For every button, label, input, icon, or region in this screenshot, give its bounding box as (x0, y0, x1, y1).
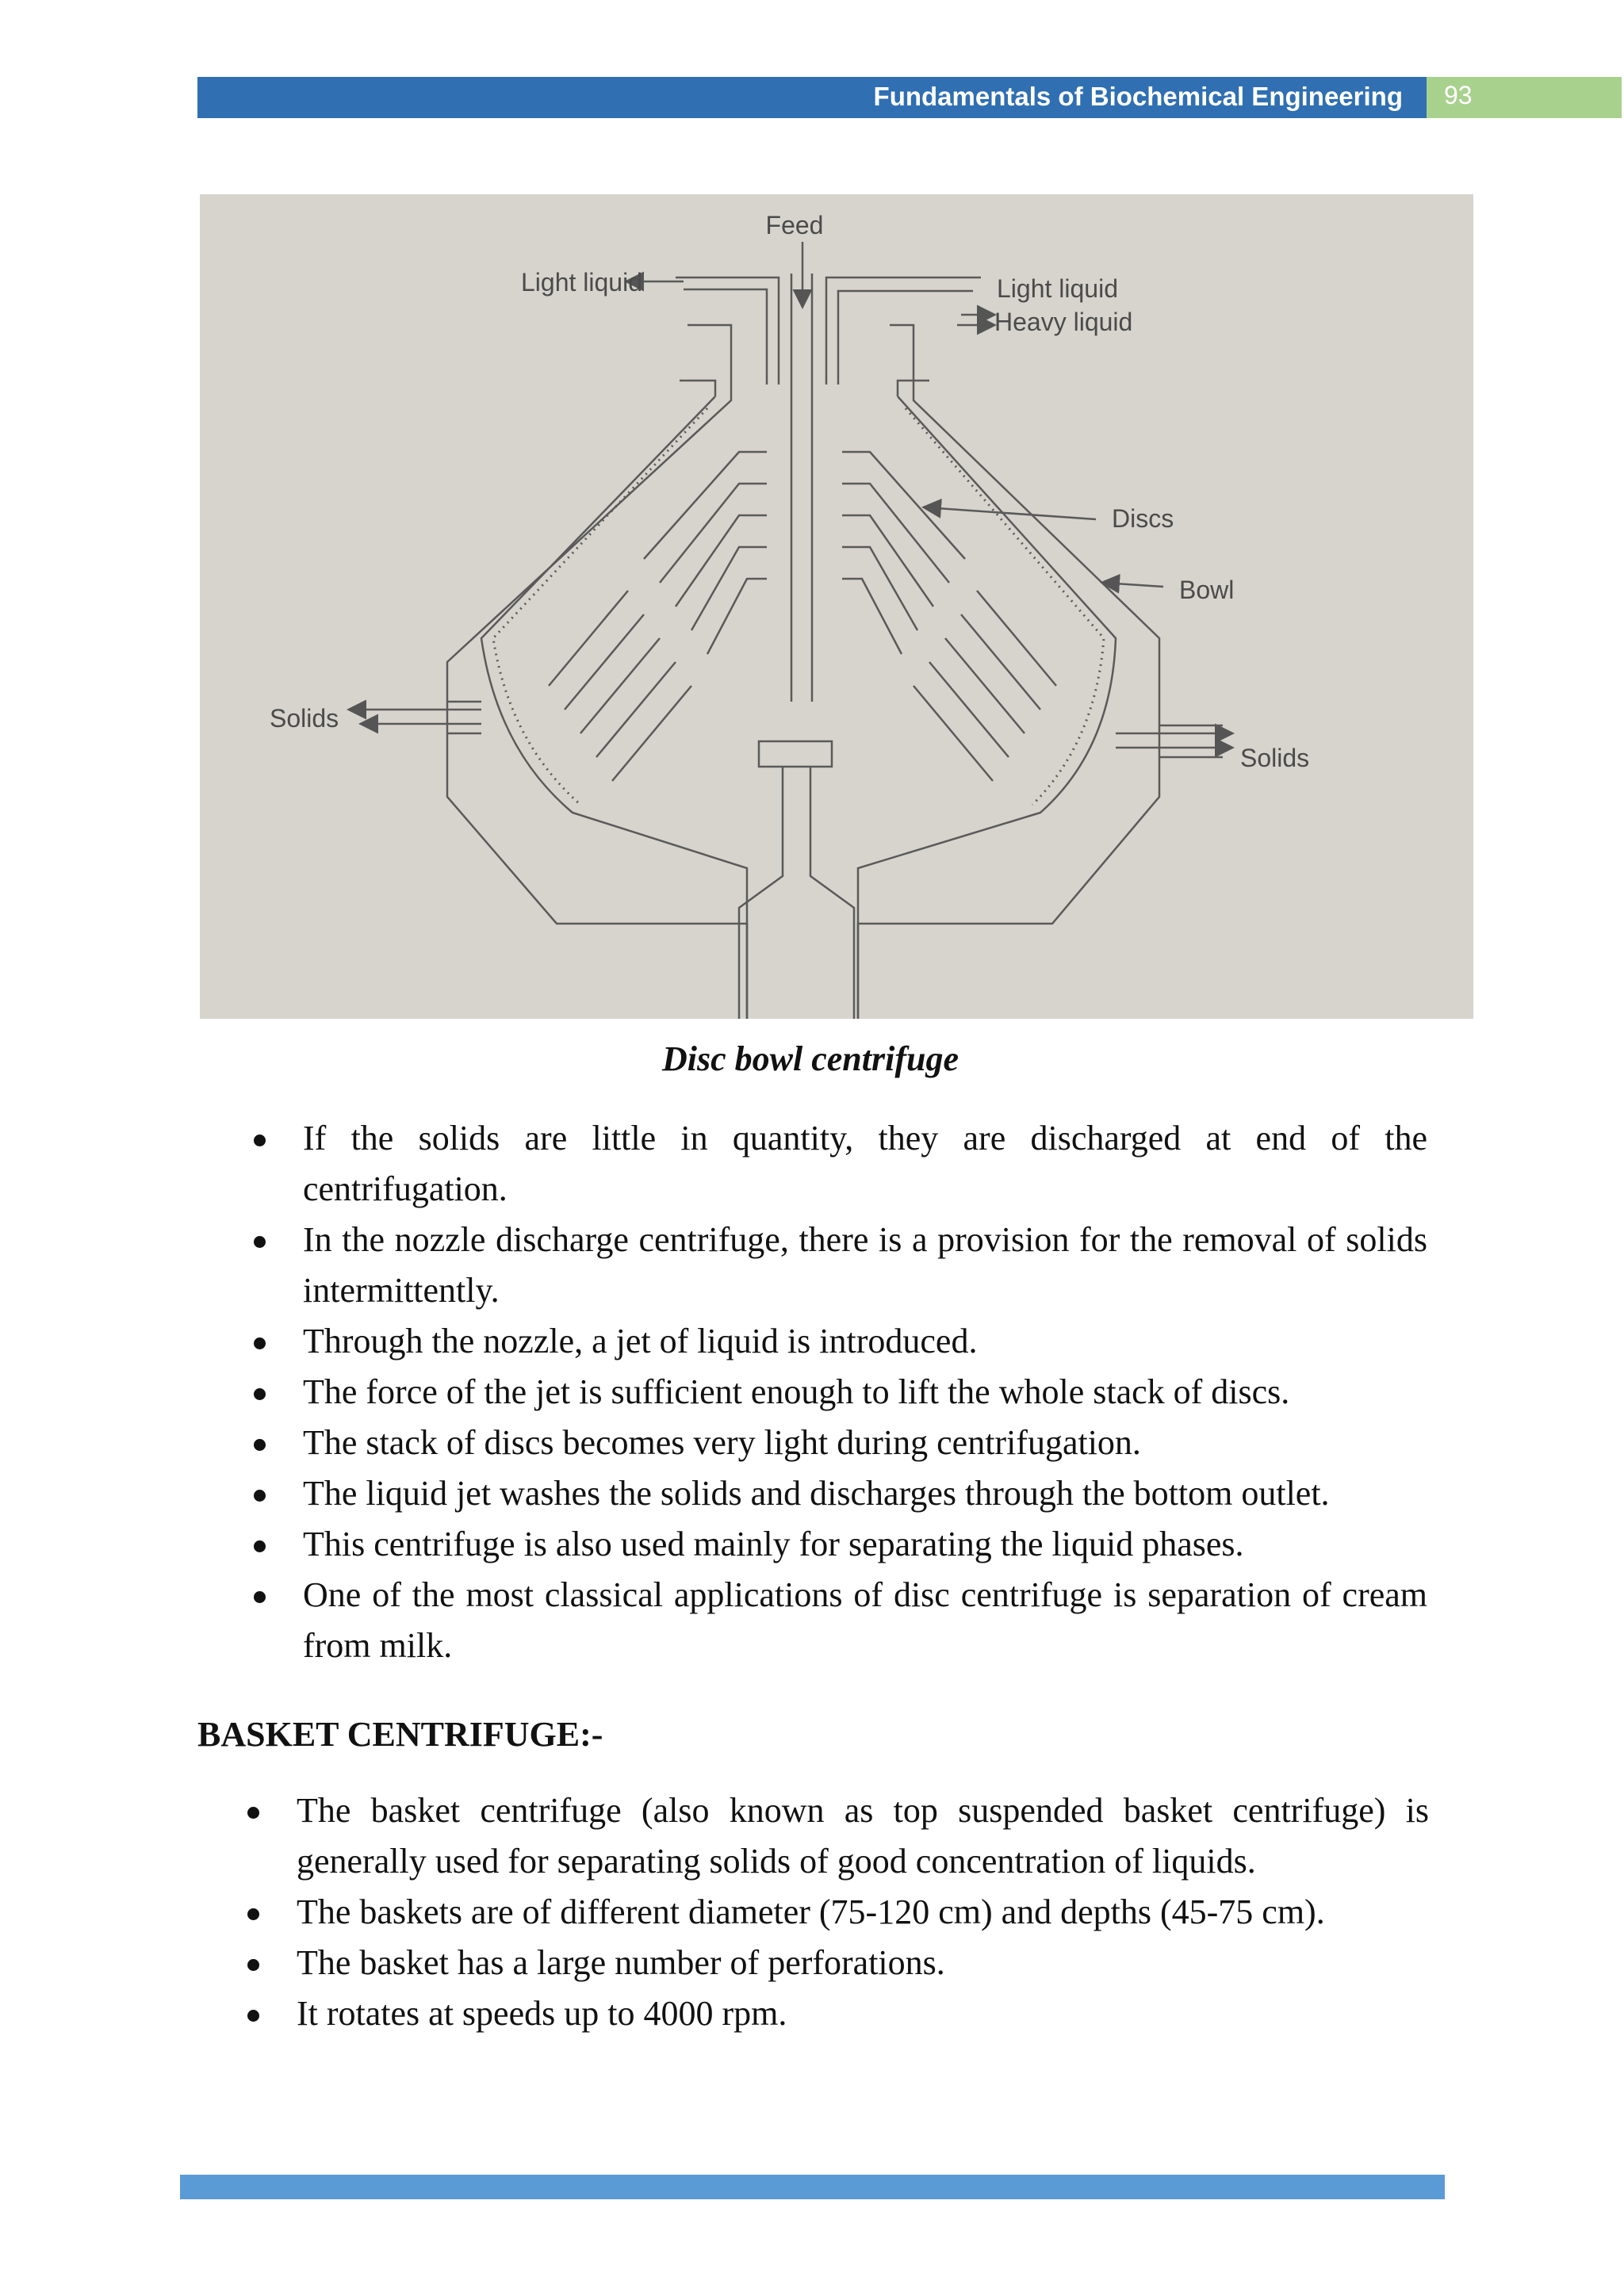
centrifuge-drawing (350, 242, 1231, 1019)
bowl-label: Bowl (1179, 576, 1235, 604)
disc-bowl-centrifuge-figure (200, 194, 1473, 1019)
list-item: This centrifuge is also used mainly for separating the liquid phases. (246, 1519, 1427, 1570)
list-item: The baskets are of different diameter (75-120 cm) and depths (45-75 cm). (239, 1887, 1429, 1938)
light-liquid-right-label: Light liquid (997, 274, 1118, 303)
list-item: If the solids are little in quantity, they are discharged at end of the centrifugation. (246, 1113, 1427, 1215)
centrifuge-diagram (200, 194, 1473, 1019)
header-bar (197, 77, 1427, 118)
feed-label: Feed (765, 211, 824, 239)
basket-centrifuge-bullet-list (239, 1785, 1429, 2039)
section-heading: BASKET CENTRIFUGE:- (197, 1715, 603, 1754)
page-number: 93 (1444, 81, 1473, 109)
list-item: The force of the jet is sufficient enough to lift the whole stack of discs. (246, 1367, 1427, 1418)
solids-right-label: Solids (1240, 744, 1310, 772)
running-header-title: Fundamentals of Biochemical Engineering (873, 82, 1403, 111)
disc-centrifuge-bullet-list (246, 1113, 1427, 1671)
list-item: Through the nozzle, a jet of liquid is introduced. (246, 1316, 1427, 1367)
list-item: The stack of discs becomes very light during centrifugation. (246, 1418, 1427, 1468)
page-number-box (1427, 77, 1622, 118)
list-item: The basket centrifuge (also known as top suspended basket centrifuge) is generally used for separating solids of good concentration of liquids. (239, 1785, 1429, 1887)
heavy-liquid-label: Heavy liquid (994, 308, 1133, 336)
figure-caption: Disc bowl centrifuge (662, 1039, 959, 1078)
solids-left-label: Solids (270, 704, 339, 733)
list-item: It rotates at speeds up to 4000 rpm. (239, 1988, 1429, 2039)
list-item: One of the most classical applications of disc centrifuge is separation of cream from milk. (246, 1570, 1427, 1671)
list-item: The basket has a large number of perforations. (239, 1938, 1429, 1988)
list-item: The liquid jet washes the solids and discharges through the bottom outlet. (246, 1468, 1427, 1519)
light-liquid-left-label: Light liquid (521, 268, 642, 297)
discs-label: Discs (1112, 504, 1174, 533)
footer-bar (180, 2175, 1445, 2199)
list-item: In the nozzle discharge centrifuge, there is a provision for the removal of solids intermittently. (246, 1215, 1427, 1316)
